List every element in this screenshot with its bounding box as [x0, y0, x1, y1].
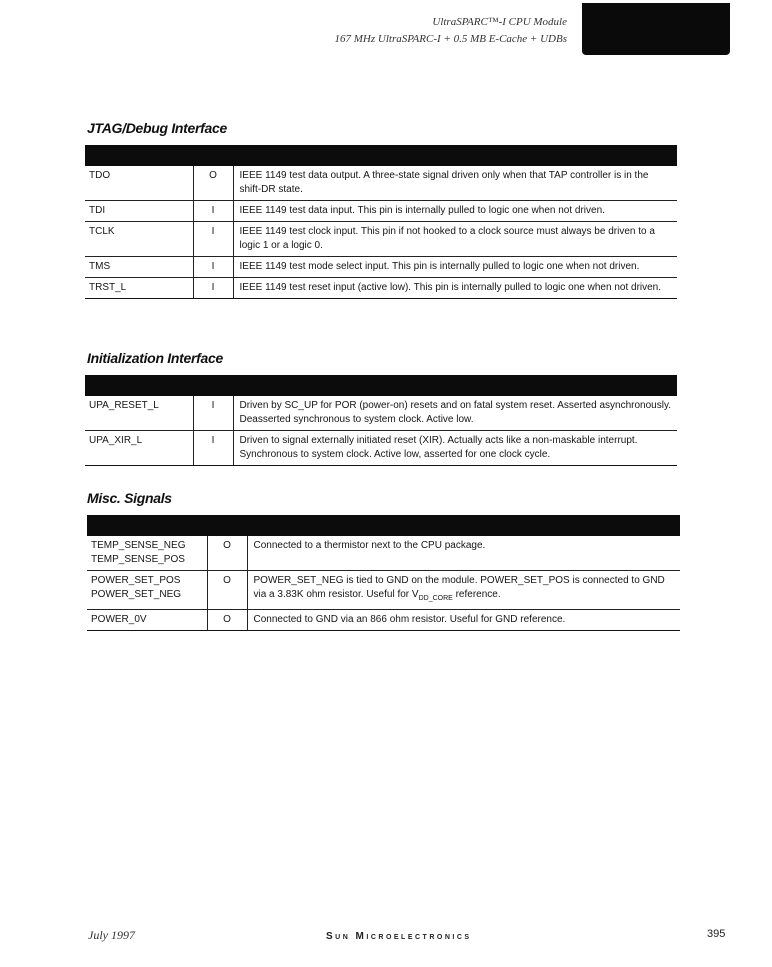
signal-type: O: [207, 536, 247, 571]
header-tab-block: [582, 3, 730, 55]
signal-type: I: [193, 278, 233, 299]
section-title-jtag: JTAG/Debug Interface: [87, 120, 227, 136]
signal-description: IEEE 1149 test mode select input. This pin is internally pulled to logic one when not driven.: [233, 257, 677, 278]
signal-name: TDI: [85, 201, 193, 222]
signal-description: Connected to GND via an 866 ohm resistor. Useful for GND reference.: [247, 610, 680, 631]
table-row: [85, 257, 677, 278]
signal-name: TMS: [85, 257, 193, 278]
footer-date: July 1997: [88, 928, 135, 942]
jtag-signal-table: [85, 145, 677, 299]
description-text: POWER_SET_NEG is tied to GND on the module. POWER_SET_POS is connected to GND via a 3.83K ohm resistor. Useful for V: [253, 575, 665, 600]
signal-name: [87, 536, 207, 571]
signal-name: POWER_0V: [87, 610, 207, 631]
signal-type: I: [193, 396, 233, 431]
table-header-band: [87, 515, 680, 536]
table-row: [85, 222, 677, 257]
signal-name-line: TEMP_SENSE_NEG: [91, 540, 186, 551]
signal-type: I: [193, 222, 233, 257]
misc-signal-table: [87, 515, 680, 631]
signal-description: IEEE 1149 test reset input (active low). This pin is internally pulled to logic one when not driven.: [233, 278, 677, 299]
table-row: [85, 431, 677, 466]
header-line-2: 167 MHz UltraSPARC-I + 0.5 MB E-Cache + UDBs: [334, 33, 567, 45]
signal-name: [87, 571, 207, 610]
signal-description: IEEE 1149 test data input. This pin is internally pulled to logic one when not driven.: [233, 201, 677, 222]
table-header-band: [85, 145, 677, 166]
table-row: [85, 278, 677, 299]
signal-name-line: TEMP_SENSE_POS: [91, 554, 185, 565]
signal-description: [247, 571, 680, 610]
signal-name: TDO: [85, 166, 193, 201]
description-text: reference.: [452, 589, 501, 600]
signal-name: TRST_L: [85, 278, 193, 299]
table-row: [87, 571, 680, 610]
signal-type: I: [193, 431, 233, 466]
signal-type: I: [193, 257, 233, 278]
signal-description: Driven by SC_UP for POR (power-on) resets and on fatal system reset. Asserted asynchronously. Deasserted synchronous to system clock. Active low.: [233, 396, 677, 431]
header-line-1: UltraSPARC™-I CPU Module: [432, 16, 567, 28]
init-signal-table: [85, 375, 677, 466]
table-header-band: [85, 375, 677, 396]
table-row: [85, 201, 677, 222]
signal-description: Connected to a thermistor next to the CPU package.: [247, 536, 680, 571]
footer-company: Sun Microelectronics: [326, 931, 472, 942]
signal-type: O: [207, 610, 247, 631]
signal-name: TCLK: [85, 222, 193, 257]
signal-description: Driven to signal externally initiated reset (XIR). Actually acts like a non-maskable interrupt. Synchronous to system clock. Active low, asserted for one clock cycle.: [233, 431, 677, 466]
description-subscript: DD_CORE: [418, 595, 453, 602]
page-number: 395: [707, 928, 726, 940]
table-row: [85, 396, 677, 431]
signal-type: O: [193, 166, 233, 201]
table-row: [87, 610, 680, 631]
table-row: [85, 166, 677, 201]
signal-name-line: POWER_SET_POS: [91, 575, 181, 586]
signal-type: I: [193, 201, 233, 222]
section-title-initialization: Initialization Interface: [87, 350, 223, 366]
signal-name: UPA_XIR_L: [85, 431, 193, 466]
signal-type: O: [207, 571, 247, 610]
section-title-misc: Misc. Signals: [87, 490, 172, 506]
signal-name: UPA_RESET_L: [85, 396, 193, 431]
table-row: [87, 536, 680, 571]
signal-description: IEEE 1149 test data output. A three-state signal driven only when that TAP controller is in the shift-DR state.: [233, 166, 677, 201]
signal-description: IEEE 1149 test clock input. This pin if not hooked to a clock source must always be driven to a logic 1 or a logic 0.: [233, 222, 677, 257]
signal-name-line: POWER_SET_NEG: [91, 589, 182, 600]
